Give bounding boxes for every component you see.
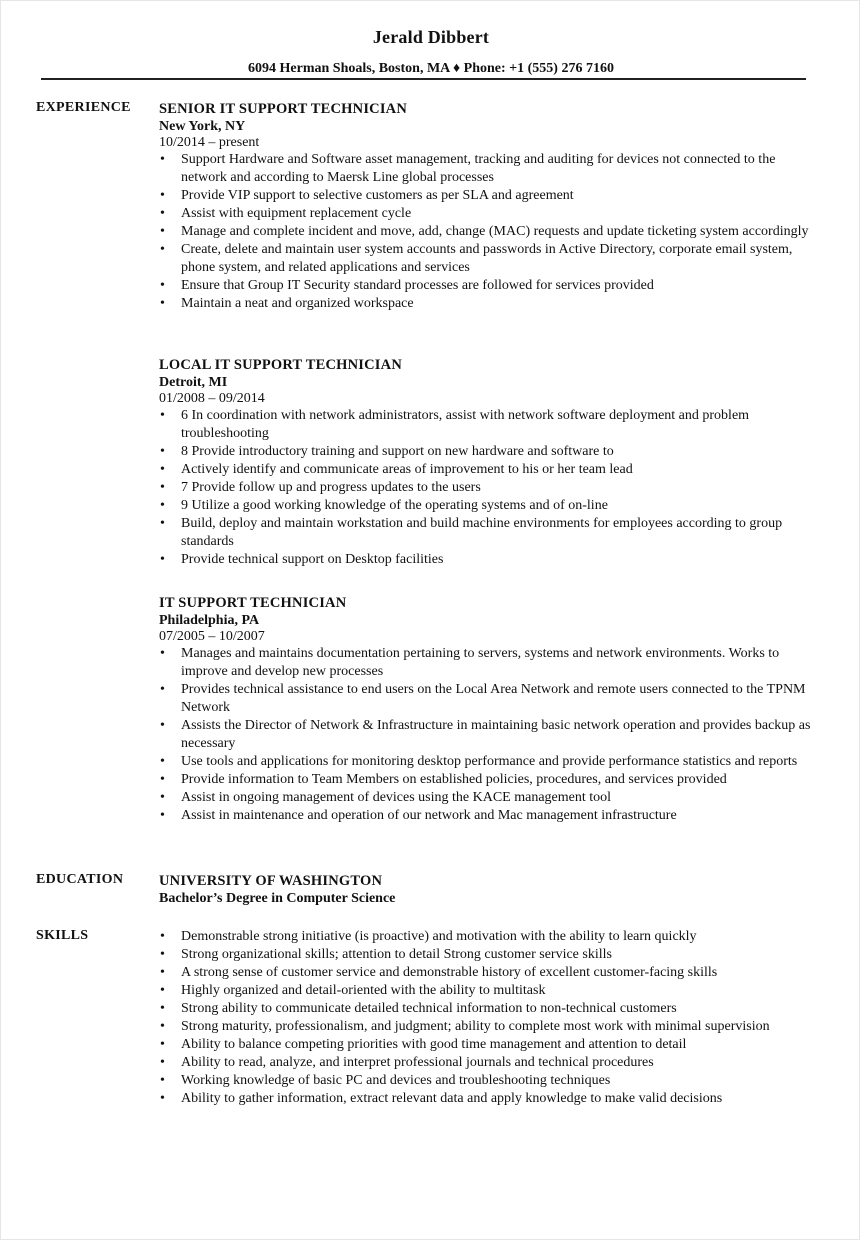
job-dates: 07/2005 – 10/2007: [159, 629, 265, 644]
job-bullet: • Use tools and applications for monitoring desktop performance and provide performance statistics and reports: [159, 753, 813, 771]
job-location: New York, NY: [159, 119, 246, 134]
skills-entry: [159, 928, 819, 1108]
job-bullet: • Provide VIP support to selective customers as per SLA and agreement: [159, 187, 813, 205]
job-bullet: • Assist in maintenance and operation of our network and Mac management infrastructure: [159, 807, 813, 825]
candidate-name: Jerald Dibbert: [372, 27, 490, 47]
job-bullet: • Support Hardware and Software asset management, tracking and auditing for devices not connected to the network and according to Maersk Line global processes: [159, 151, 813, 187]
job-location: Detroit, MI: [159, 375, 228, 390]
skills-list: [159, 928, 819, 1108]
job-bullet: • Provides technical assistance to end users on the Local Area Network and remote users connected to the TPNM Network: [159, 681, 813, 717]
job-bullet: • Maintain a neat and organized workspace: [159, 295, 813, 313]
skill-item: • A strong sense of customer service and demonstrable history of excellent customer-facing skills: [159, 964, 813, 982]
job-bullet: • Ensure that Group IT Security standard processes are followed for services provided: [159, 277, 813, 295]
job-entry: [159, 594, 819, 825]
education-entry: [159, 872, 819, 908]
job-bullet: • Assist with equipment replacement cycle: [159, 205, 813, 223]
job-bullet: • Manage and complete incident and move, add, change (MAC) requests and update ticketing system accordingly: [159, 223, 813, 241]
job-title: LOCAL IT SUPPORT TECHNICIAN: [159, 357, 402, 373]
skill-item: • Strong ability to communicate detailed technical information to non-technical customers: [159, 1000, 813, 1018]
job-bullet: • Assist in ongoing management of devices using the KACE management tool: [159, 789, 813, 807]
section-label-experience: EXPERIENCE: [36, 100, 131, 115]
education-degree: Bachelor’s Degree in Computer Science: [159, 891, 396, 906]
skill-item: • Ability to gather information, extract relevant data and apply knowledge to make valid decisions: [159, 1090, 813, 1108]
education-school: UNIVERSITY OF WASHINGTON: [159, 873, 383, 889]
job-bullet: • Build, deploy and maintain workstation and build machine environments for employees according to group standards: [159, 515, 813, 551]
section-label-skills: SKILLS: [36, 928, 89, 943]
job-entry: [159, 100, 819, 313]
job-entry: [159, 356, 819, 569]
skill-item: • Ability to balance competing priorities with good time management and attention to detail: [159, 1036, 813, 1054]
job-bullet-list: [159, 151, 819, 313]
header-divider: [41, 78, 806, 80]
skill-item: • Highly organized and detail-oriented with the ability to multitask: [159, 982, 813, 1000]
job-bullet: • 9 Utilize a good working knowledge of the operating systems and of on-line: [159, 497, 813, 515]
job-bullet: • Create, delete and maintain user system accounts and passwords in Active Directory, corporate email system, phone system, and related applications and services: [159, 241, 813, 277]
job-location: Philadelphia, PA: [159, 613, 260, 628]
job-bullet: • 7 Provide follow up and progress updates to the users: [159, 479, 813, 497]
skill-item: • Ability to read, analyze, and interpret professional journals and technical procedures: [159, 1054, 813, 1072]
job-bullet: • 6 In coordination with network administrators, assist with network software deployment and problem troubleshooting: [159, 407, 813, 443]
section-label-education: EDUCATION: [36, 872, 124, 887]
job-bullet: • Assists the Director of Network & Infrastructure in maintaining basic network operation and provides backup as necessary: [159, 717, 813, 753]
skill-item: • Working knowledge of basic PC and devices and troubleshooting techniques: [159, 1072, 813, 1090]
skill-item: • Demonstrable strong initiative (is proactive) and motivation with the ability to learn quickly: [159, 928, 813, 946]
job-title: SENIOR IT SUPPORT TECHNICIAN: [159, 101, 408, 117]
job-dates: 10/2014 – present: [159, 135, 260, 150]
skill-item: • Strong maturity, professionalism, and judgment; ability to complete most work with minimal supervision: [159, 1018, 813, 1036]
job-bullet: • Provide information to Team Members on established policies, procedures, and services provided: [159, 771, 813, 789]
contact-line: 6094 Herman Shoals, Boston, MA ♦ Phone: +1 (555) 276 7160: [248, 61, 614, 76]
job-title: IT SUPPORT TECHNICIAN: [159, 595, 347, 611]
job-bullet: • Manages and maintains documentation pertaining to servers, systems and network environments. Works to improve and develop new processes: [159, 645, 813, 681]
job-bullet-list: [159, 407, 819, 569]
job-bullet-list: [159, 645, 819, 825]
job-bullet: • Provide technical support on Desktop facilities: [159, 551, 813, 569]
job-dates: 01/2008 – 09/2014: [159, 391, 265, 406]
skill-item: • Strong organizational skills; attention to detail Strong customer service skills: [159, 946, 813, 964]
job-bullet: • 8 Provide introductory training and support on new hardware and software to: [159, 443, 813, 461]
job-bullet: • Actively identify and communicate areas of improvement to his or her team lead: [159, 461, 813, 479]
